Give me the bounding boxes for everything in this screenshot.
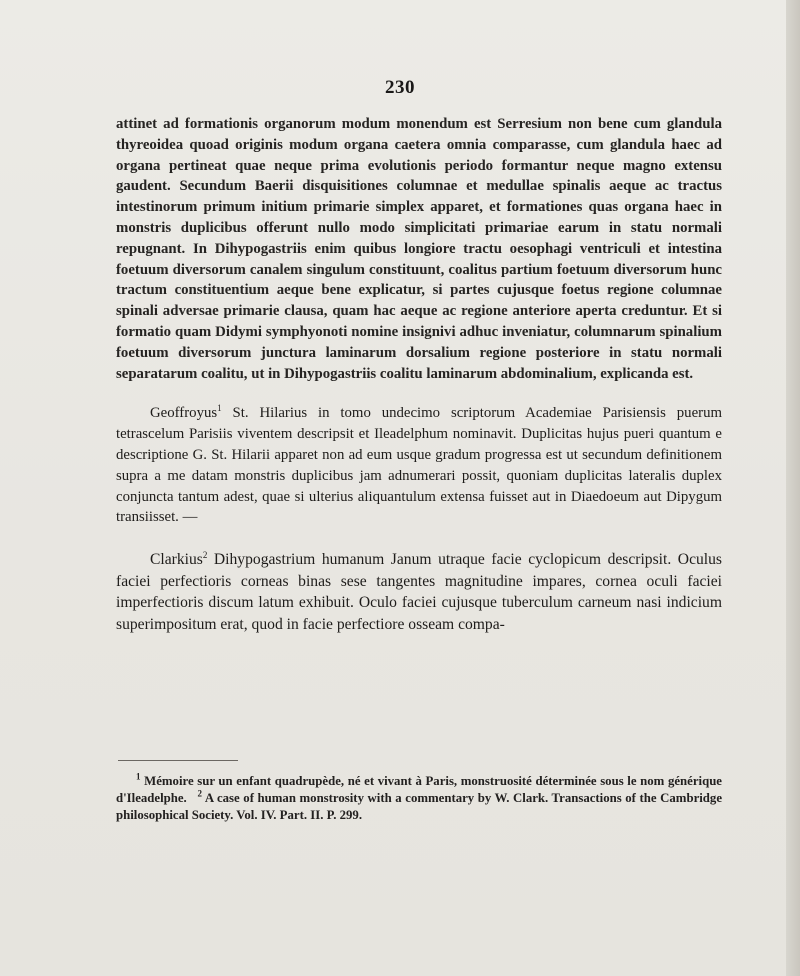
paragraph-3-rest: Dihypogastrium humanum Janum utraque facie cyclopicum descripsit. Oculus faciei perfectioris corneas binas sese tangentes magnitudine impares, cornea oculi faciei imperfectioris discum latum exhibuit. Oculo faciei cujusque tuberculum carneum nasi indicium superimpositum erat, quod in facie perfectiore osseam compa-	[116, 551, 722, 633]
page-number: 230	[385, 77, 415, 98]
footnote-1	[116, 773, 722, 824]
paragraph-2	[116, 403, 722, 528]
paragraph-3-start: Clarkius	[150, 551, 203, 569]
paragraph-2-rest: St. Hilarius in tomo undecimo scriptorum Academiae Parisiensis puerum tetrascelum Parisiis viventem descripsit et Ileadelphum nominavit. Duplicitas hujus pueri quantum e descriptione G. St. Hilarii apparet non ad eum usque gradum progressa est ut secundum definitionem supra a me datam monstris duplicibus jam adnumerari possit, quoniam duplicitas lateralis duplex conjuncta tantum adest, quae si ulterius aliquantulum extensa fuisset aut in Diaedoeum aut Dipygum transiisset. —	[116, 405, 722, 526]
footnote-ref-1: 1	[217, 403, 222, 414]
paragraph-1: attinet ad formationis organorum modum monendum est Serresium non bene cum glandula thyreoidea quoad originis modum organa caetera omnia comparasse, cum glandula haec ad organa pertineat quae neque prima evolutionis periodo formantur neque magno extensu gaudent. Secundum Baerii disquisitiones columnae et medullae spinalis aeque ac tractus intestinorum primum initium primarie simplex apparet, et formationes quas organa haec in monstris duplicibus offerunt nullo modo simplicitati primariae earum in statu normali repugnant. In Dihypogastriis enim quibus longiore tractu oesophagi ventriculi et intestina foetuum diversorum canalem singulum constituunt, coalitus partium foetuum diversorum hunc tractum constituentium aeque bene explicatur, si partes cujusque foetus regione columnae spinali adversae primarie clausa, quam hac aeque ac regione anteriore aperta creduntur. Et si formatio quam Didymi symphyonoti nomine insignivi adhuc inveniatur, columnarum spinalium foetuum diversorum junctura laminarum dorsalium regione posteriore in statu normali separatarum coalitu, ut in Dihypogastriis coalitu laminarum abdominalium, explicanda est.	[116, 116, 722, 382]
footnote-mark-1: 1	[136, 771, 141, 782]
footnote-spacer	[187, 791, 198, 805]
paragraph-2-start: Geoffroyus	[150, 405, 218, 422]
footnote-2-text: A case of human monstrosity with a commentary by W. Clark. Transactions of the Cambridge philosophical Society. Vol. IV. Part. II. P. 299.	[116, 791, 722, 822]
footnote-mark-2: 2	[197, 788, 202, 799]
footnote-divider	[118, 760, 238, 761]
page-edge	[786, 0, 800, 976]
paragraph-3	[116, 549, 722, 635]
footnotes	[116, 773, 722, 824]
footnote-ref-2: 2	[202, 549, 208, 560]
footnote-1-text: Mémoire sur un enfant quadrupède, né et vivant à Paris, monstruosité déterminée sous le nom générique d'Ileadelphe.	[116, 774, 722, 805]
main-text	[116, 114, 722, 636]
